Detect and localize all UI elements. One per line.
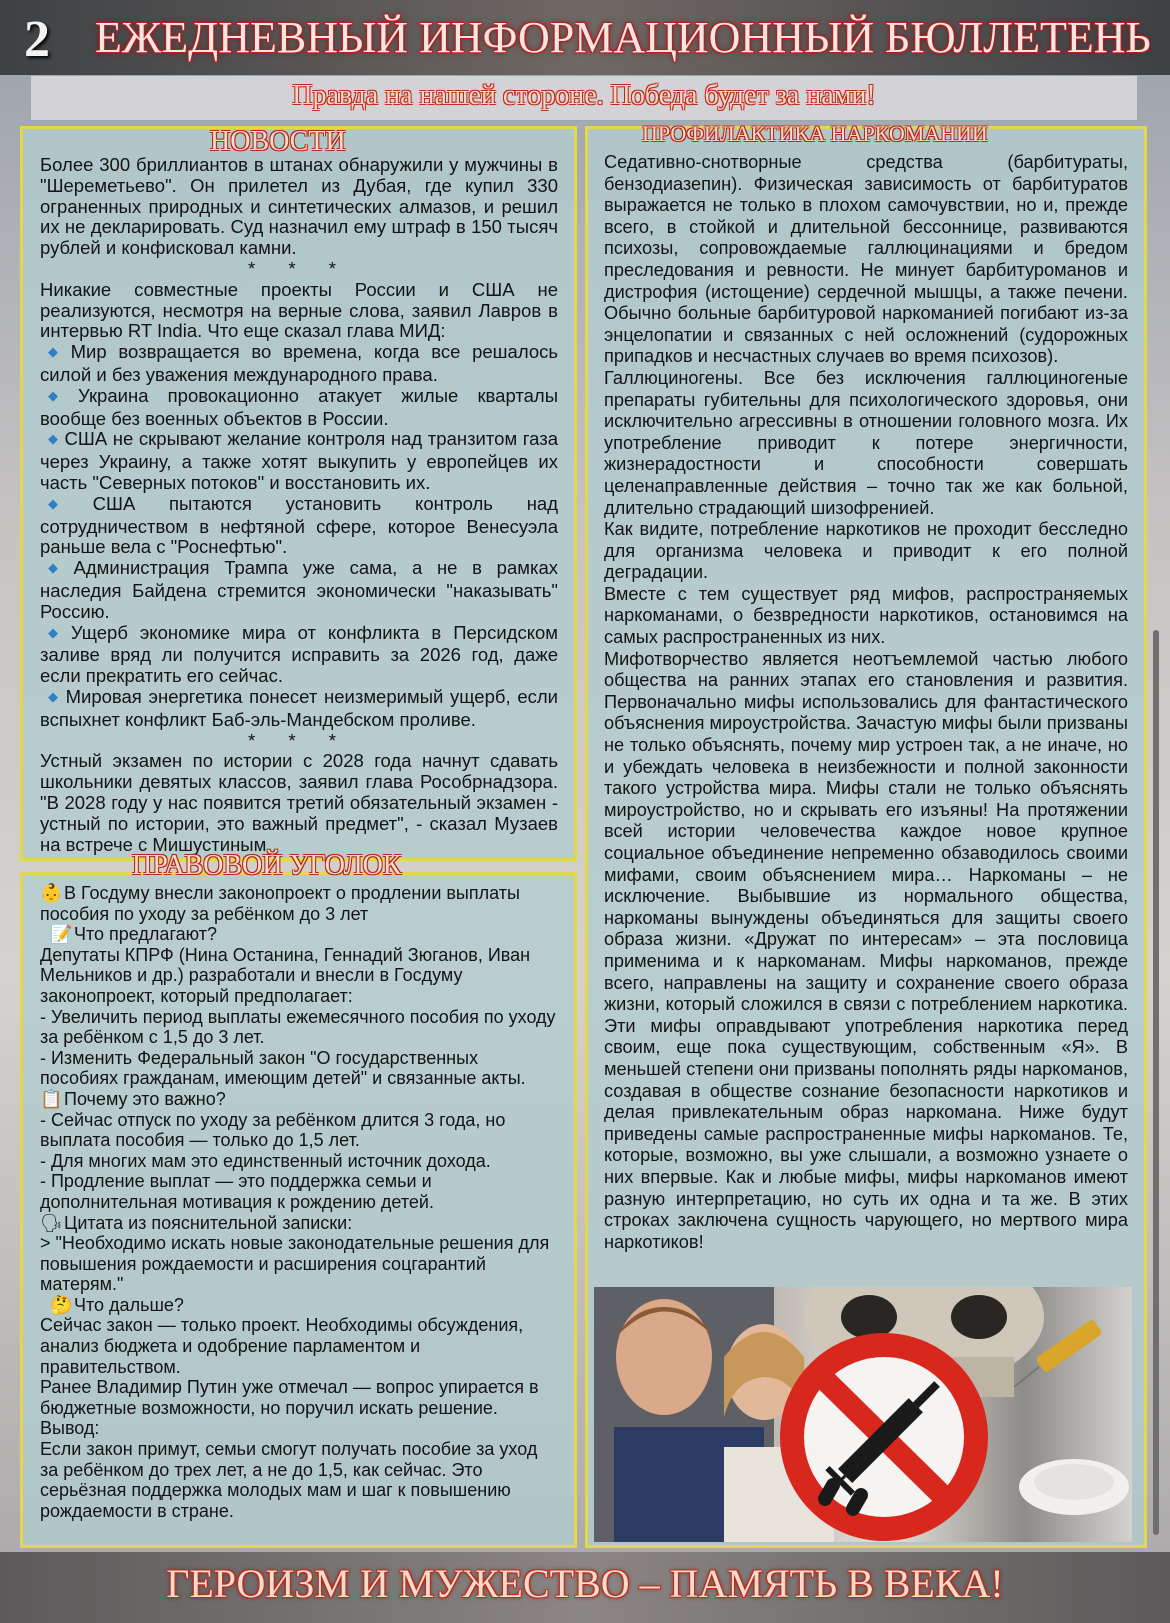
law-line: > "Необходимо искать новые законодательные решения для повышения рождаемости и расширения соцгарантий матерям." — [40, 1233, 550, 1295]
diamond-bullet-icon — [40, 428, 65, 449]
news-separator: * * * — [248, 257, 350, 279]
law-line: - Для многих мам это единственный источник дохода. — [40, 1150, 491, 1171]
prevention-paragraph: Как видите, потребление наркотиков не проходит бесследно для организма человека и приводит к его полной деградации. — [604, 519, 1128, 583]
diamond-bullet-icon — [40, 341, 71, 362]
news-paragraph: Более 300 бриллиантов в штанах обнаружили у мужчины в "Шереметьево". Он прилетел из Дубая, где купил 330 ограненных природных и синтетических алмазов, и решил их не декларировать. Суд назначил ему штраф в 150 тысяч рублей и конфисковал камни. — [40, 154, 558, 259]
law-title: ПРАВОВОЙ УГОЛОК — [132, 850, 402, 881]
diamond-bullet-icon — [40, 493, 93, 514]
diamond-bullet-icon — [40, 557, 74, 578]
prevention-paragraph: Вместе с тем существует ряд мифов, распространяемых наркоманами, о безвредности наркотиков, остановимся на самых распространенных из них. — [604, 583, 1128, 648]
law-line: - Изменить Федеральный закон "О государственных пособиях гражданам, имеющим детей" и связанные акты. — [40, 1047, 526, 1089]
law-line: - Сейчас отпуск по уходу за ребёнком длится 3 года, но выплата пособия — только до 1,5 лет. — [40, 1109, 506, 1151]
clipboard-icon: 📋 — [40, 1088, 63, 1109]
law-line: Сейчас закон — только проект. Необходимы обсуждения, анализ бюджета и одобрение парламентом и правительством. — [40, 1315, 524, 1377]
prevention-title: ПРОФИЛАКТИКА НАРКОМАНИИ — [642, 121, 988, 146]
diamond-bullet-icon — [40, 622, 71, 643]
law-line: Вывод: — [40, 1418, 100, 1439]
law-line: 📝Что предлагают? — [50, 924, 217, 945]
law-line: - Продление выплат — это поддержка семьи и дополнительная мотивация к рождению детей. — [40, 1171, 434, 1212]
law-line: 📋Почему это важно? — [40, 1088, 226, 1109]
news-bullet: ◆ США пытаются установить контроль над сотрудничеством в нефтяной сфере, которое Венесуэла раньше вела с "Роснефтью". — [40, 494, 558, 558]
thinking-face-icon: 🤔 — [50, 1294, 73, 1315]
prevention-paragraph: Мифотворчество является неотъемлемой частью любого общества на ранних этапах его становления и развития. Первоначально мифы использовались для фантастического объяснения мироустройства. Зачастую мифы были призваны не только объяснять, почему мир устроен так, а не иначе, но и убеждать человека в неизбежности и полной законности такого устройства мира. Мифы стали не только объяснять мироустройство, но и скрывать его изъяны! На протяжении всей истории человечества каждое новое крупное социальное объединение непременно обзаводилось своими мифами, своим объяснением мира… Наркоманы – не исключение. Выбывшие из нормального общества, наркоманы вынуждены объединяться для защиты своего образа жизни. «Дружат по интересам» – эта пословица применима и к наркоманам. Мифы наркоманов, прежде всего, направлены на защиту и сохранение своего образа жизни, который сложился в связи с потреблением наркотика. Эти мифы оправдывают употребления наркотика перед своим, еще пока существующим, собственным «Я». В меньшей степени они призваны пополнять ряды наркоманов, создавая в обществе сознание безопасности наркотиков и делая привлекательным образ наркомана. Ниже будут приведены самые распространенные мифы наркоманов. Те, которые, возможно, вы уже слышали, а возможно узнаете о них впервые. Как и любые мифы, мифы наркоманов имеют разную интерпретацию, но суть их одна и та же. В этих строках заключена сущность чарующего, но мертвого мира наркотиков! — [604, 648, 1128, 1252]
news-bullet: ◆ Мировая энергетика понесет неизмеримый ущерб, если вспыхнет конфликт Баб-эль-Мандебском проливе. — [40, 687, 558, 731]
slogan: Правда на нашей стороне. Победа будет за нами! — [292, 80, 876, 111]
diamond-bullet-icon — [40, 686, 66, 707]
anti-drug-image — [594, 1287, 1132, 1542]
news-separator: * * * — [248, 729, 350, 751]
prohibition-sign — [792, 1345, 976, 1529]
law-line: 🤔Что дальше? — [50, 1294, 184, 1315]
speaking-head-icon: 🗣 — [40, 1212, 63, 1233]
news-paragraph: Устный экзамен по истории с 2028 года начнут сдавать школьники девятых классов, заявил глава Рособрнадзора. "В 2028 году у нас появится третий обязательный экзамен - устный по истории, это важный предмет", - сказал Музаев на встрече с Мишустиным. — [40, 750, 558, 855]
slogan-bar — [30, 75, 1138, 121]
law-line: Депутаты КПРФ (Нина Останина, Геннадий Зюганов, Иван Мельников и др.) разработали и внесли в Госдуму законопроект, который предполагает: — [40, 944, 531, 1006]
memo-icon: 📝 — [50, 924, 73, 945]
footer-bar — [0, 1552, 1170, 1623]
baby-icon: 👶 — [40, 883, 63, 903]
prevention-body — [604, 152, 1128, 1253]
prevention-paragraph: Галлюциногены. Все без исключения галлюциногеные препараты губительны для психологического здоровья, они исключительно агрессивны в отношении головного мозга. Их употребление приводит к потере энергичности, жизнерадостности и способности совершать целенаправленные действия – точно так же как больной, длительно страдающий шизофренией. — [604, 367, 1128, 518]
law-line: - Увеличить период выплаты ежемесячного пособия по уходу за ребёнком с 1,5 до 3 лет. — [40, 1006, 556, 1048]
anti-drug-illustration — [594, 1287, 1132, 1542]
page-number: 2 — [24, 11, 50, 68]
law-line: Ранее Владимир Путин уже отмечал — вопрос упирается в бюджетные возможности, но поручил искать решение. — [40, 1377, 539, 1418]
news-bullet: ◆ США не скрывают желание контроля над транзитом газа через Украину, а также хотят выкупить у европейцев их часть "Северных потоков" и восстановить их. — [40, 429, 558, 493]
header-bar — [0, 0, 1170, 75]
bulletin-title: ЕЖЕДНЕВНЫЙ ИНФОРМАЦИОННЫЙ БЮЛЛЕТЕНЬ — [95, 13, 1151, 62]
news-paragraph: Никакие совместные проекты России и США не реализуются, несмотря на верные слова, заявил Лавров в интервью RT India. Что еще сказал глава МИД: — [40, 278, 558, 342]
law-body — [40, 883, 560, 1521]
footer-slogan: ГЕРОИЗМ И МУЖЕСТВО – ПАМЯТЬ В ВЕКА! — [166, 1561, 1004, 1606]
news-bullet: ◆ Администрация Трампа уже сама, а не в рамках наследия Байдена стремится экономически "наказывать" Россию. — [40, 558, 558, 622]
scrollbar[interactable] — [1153, 630, 1159, 1535]
news-bullet: ◆ Украина провокационно атакует жилые кварталы вообще без военных объектов в России. — [40, 386, 558, 430]
prevention-paragraph: Седативно-снотворные средства (барбитураты, бензодиазепин). Физическая зависимость от барбитуратов выражается не только в плохом самочувствии, но и, прежде всего, в стойкой и длительной бессоннице, развиваются психозы, сопровождаемые галлюцинациями и бредом преследования и ревности. Не минует барбитуроманов и дистрофия (истощение) сердечной мышцы, а также печени. Обычно больные барбитуровой наркоманией погибают из-за энцелопатии и связанных с ней осложнений (судорожных припадков и несчастных случаев во время психозов). — [604, 152, 1128, 367]
law-line: 👶В Госдуму внесли законопроект о продлении выплаты пособия по уходу за ребёнком до 3 лет — [40, 883, 520, 924]
law-line: Если закон примут, семьи смогут получать пособие за уход за ребёнком до трех лет, а не до 1,5, как сейчас. Это серьёзная поддержка молодых мам и шаг к повышению рождаемости в стране. — [40, 1439, 538, 1521]
news-bullet: ◆ Ущерб экономике мира от конфликта в Персидском заливе вряд ли получится исправить за 2026 год, даже если прекратить его сейчас. — [40, 623, 558, 687]
diamond-bullet-icon — [40, 385, 78, 406]
law-line: 🗣Цитата из пояснительной записки: — [40, 1212, 353, 1233]
news-body — [40, 155, 558, 855]
news-bullet: ◆ Мир возвращается во времена, когда все решалось силой и без уважения международного права. — [40, 342, 558, 386]
news-title: НОВОСТИ — [210, 126, 346, 157]
